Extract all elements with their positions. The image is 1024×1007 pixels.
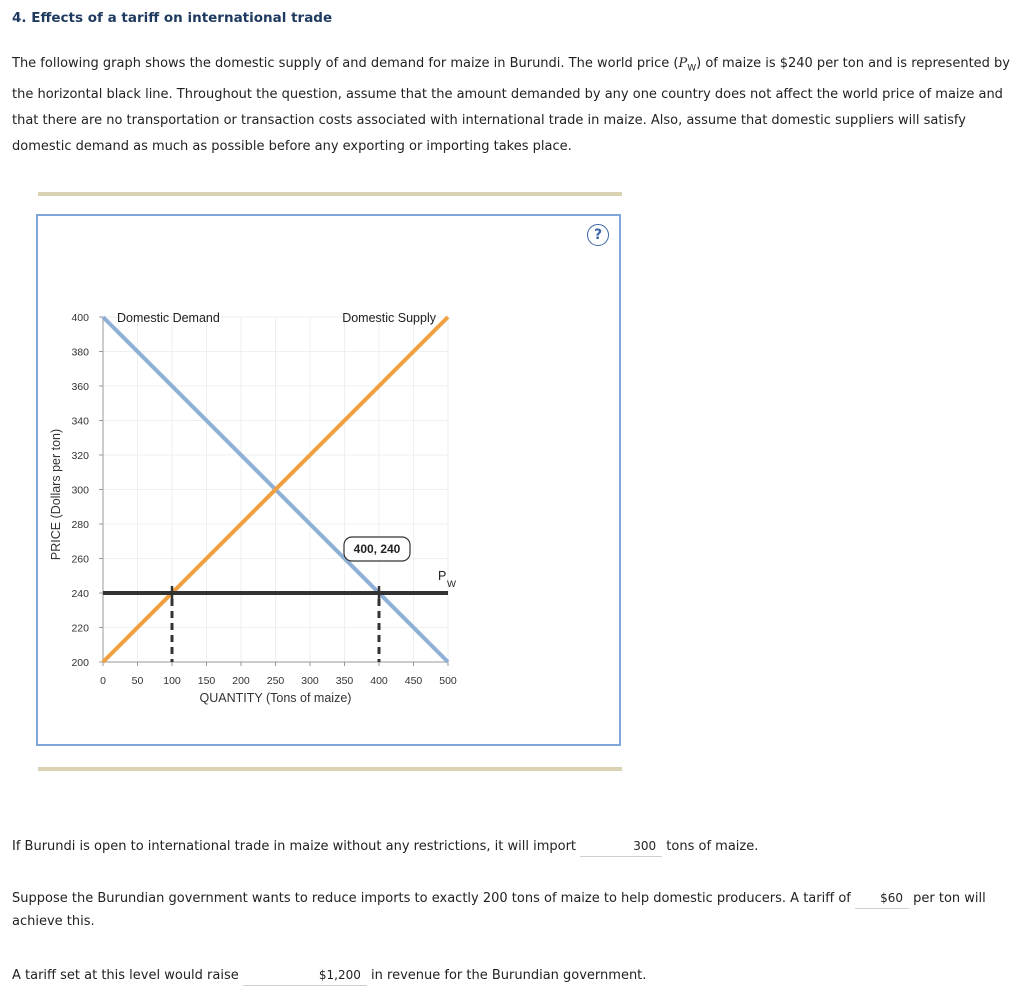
x-axis-title: QUANTITY (Tons of maize)	[199, 691, 352, 705]
q1-text-after: tons of maize.	[666, 839, 759, 854]
y-tick-label: 320	[71, 450, 89, 462]
q2-text-before: Suppose the Burundian government wants to reduce imports to exactly 200 tons of maize to help domestic producers. A tariff of	[12, 891, 851, 906]
x-tick-label: 150	[197, 675, 216, 687]
q3-text-before: A tariff set at this level would raise	[12, 968, 239, 983]
intro-text-1: The following graph shows the domestic supply of and demand for maize in Burundi. The world price (	[12, 56, 679, 71]
q1-text-before: If Burundi is open to international trade in maize without any restrictions, it will import	[12, 839, 577, 854]
question-3	[12, 965, 646, 986]
world-price-label-sub: W	[447, 579, 456, 590]
x-tick-label: 400	[370, 675, 388, 687]
supply-label: Domestic Supply	[342, 311, 436, 325]
question-1	[12, 836, 758, 857]
pw-subscript: W	[687, 63, 697, 74]
x-tick-label: 450	[404, 675, 423, 687]
y-tick-label: 240	[71, 588, 89, 600]
demand-label: Domestic Demand	[117, 311, 220, 325]
pw-symbol: P	[678, 56, 688, 71]
x-tick-label: 100	[163, 675, 181, 687]
x-tick-label: 350	[335, 675, 354, 687]
question-title: 4. Effects of a tariff on international trade	[12, 10, 333, 26]
q2-text-after: per ton will	[913, 891, 986, 906]
y-axis-title: PRICE (Dollars per ton)	[49, 428, 63, 561]
y-tick-label: 280	[71, 519, 89, 531]
x-tick-label: 300	[301, 675, 319, 687]
y-tick-label: 220	[71, 622, 89, 635]
intro-text-2: ) of maize is $240 per ton and is represented by the horizontal black line. Throughout the question, assume that the amount demanded by any one country does not affect the world price of maize and that there are no transportation or transaction costs associated with international trade in maize. Also, assume that domestic suppliers will satisfy domestic demand as much as possible before any exporting or importing takes place.	[12, 56, 1010, 154]
help-icon[interactable]: ?	[587, 224, 609, 246]
y-tick-label: 300	[71, 484, 89, 497]
x-tick-label: 0	[100, 675, 106, 687]
y-tick-label: 200	[71, 657, 89, 669]
y-tick-label: 340	[71, 415, 89, 428]
y-tick-label: 360	[71, 381, 89, 393]
annotation-label: 400, 240	[353, 542, 401, 556]
import-quantity-answer[interactable]: 300	[580, 836, 662, 857]
y-tick-label: 400	[71, 312, 89, 324]
x-tick-label: 500	[439, 675, 457, 687]
x-tick-label: 200	[232, 675, 250, 687]
question-2-line2	[12, 914, 95, 929]
tariff-answer[interactable]: $60	[855, 888, 909, 909]
question-2	[12, 888, 1012, 909]
x-tick-label: 50	[131, 675, 144, 687]
x-tick-label: 250	[266, 675, 285, 687]
y-tick-label: 380	[71, 346, 89, 359]
y-tick-label: 260	[71, 553, 89, 566]
revenue-answer[interactable]: $1,200	[243, 965, 367, 986]
q2-text-line2: achieve this.	[12, 914, 95, 929]
q3-text-after: in revenue for the Burundian government.	[371, 968, 647, 983]
world-price-label: P	[438, 569, 447, 583]
